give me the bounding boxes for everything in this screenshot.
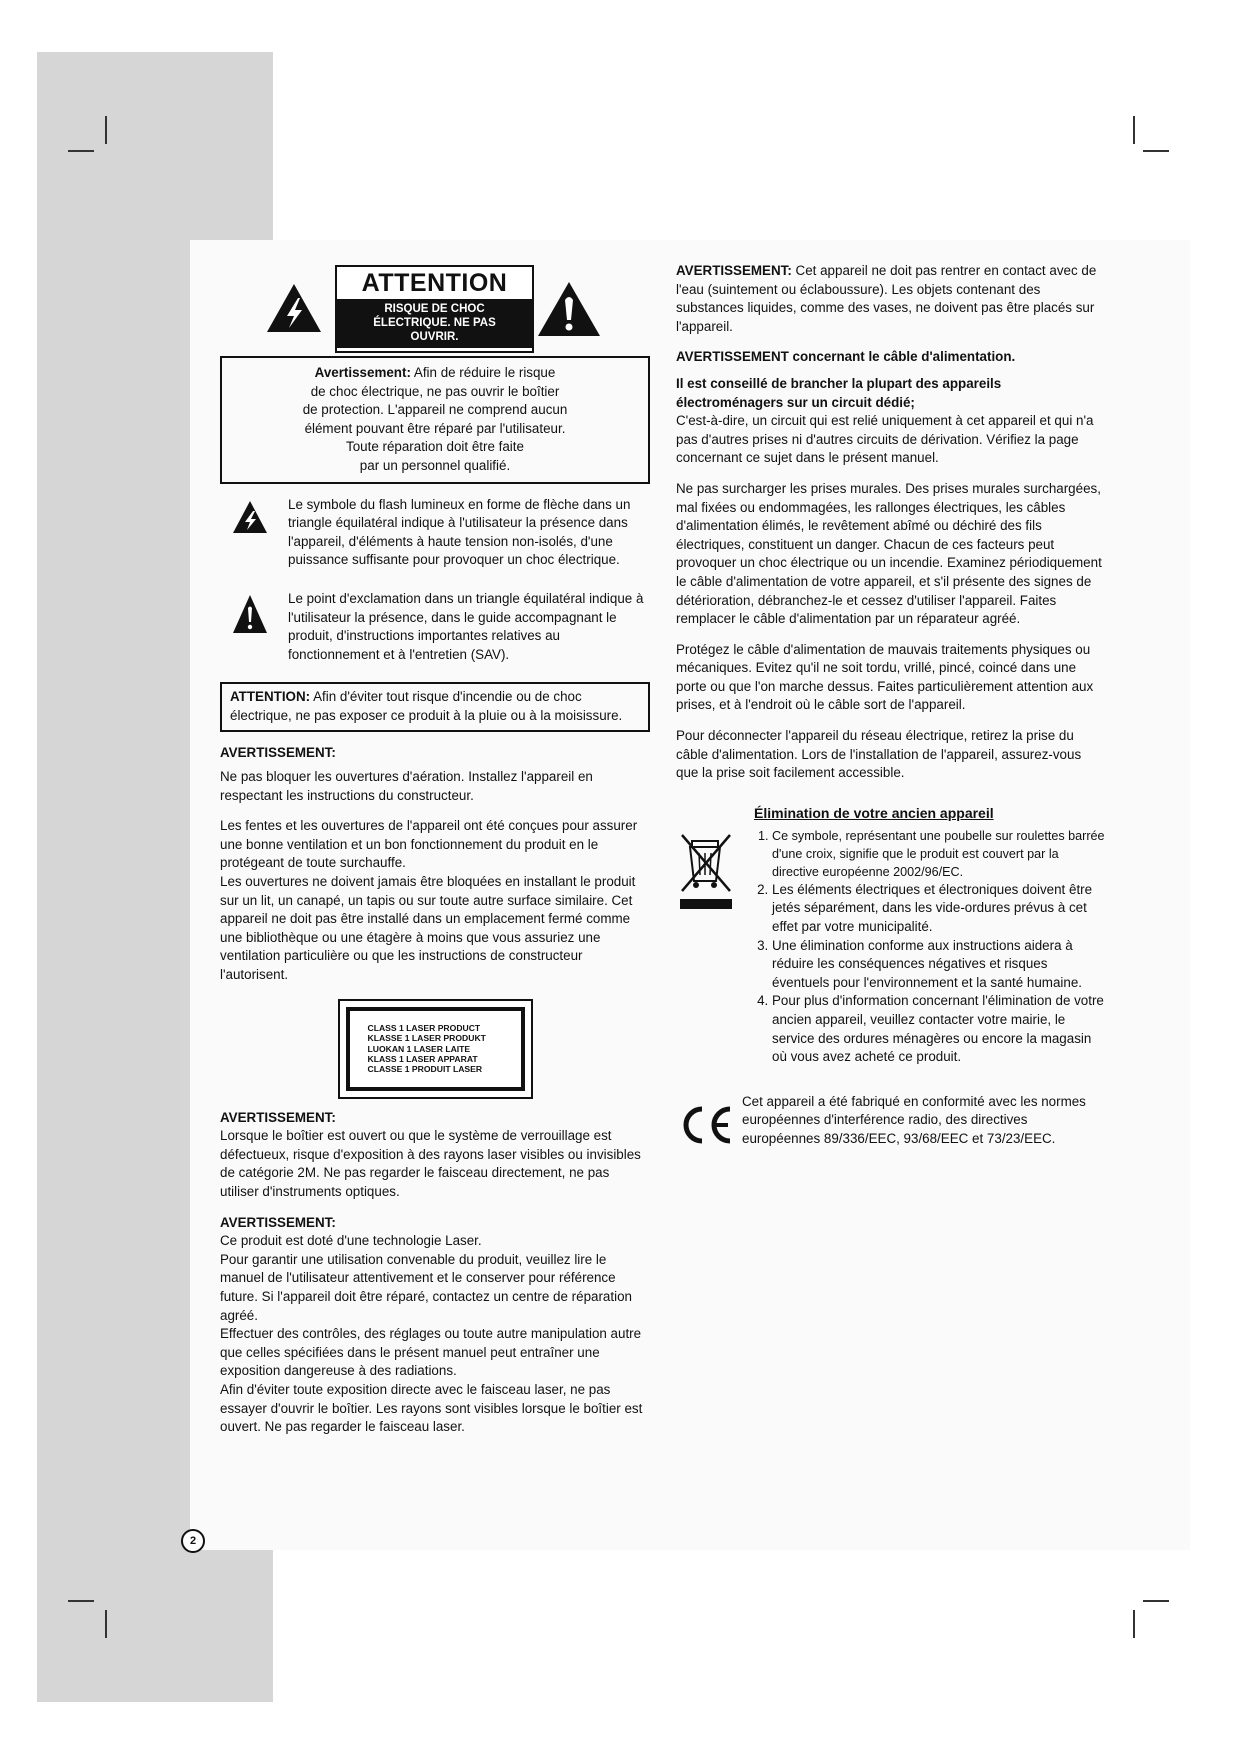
disposal-icon-wrap [676,827,752,1067]
ce-mark-icon [676,1103,736,1147]
attention-subtitle-line: ÉLECTRIQUE. NE PAS [373,317,496,329]
flash-symbol-row [220,496,650,570]
avertissement-title: AVERTISSEMENT: [220,744,336,760]
attention-box [220,682,650,731]
exclamation-triangle-icon [232,594,268,634]
avertissement-text: Lorsque le boîtier est ouvert ou que le système de verrouillage est défectueux, risque d'exposition à des rayons laser visibles ou invisibles de catégorie 2M. Ne pas regarder le faisceau directement, ne pas utiliser d'instruments optiques. [220,1128,641,1199]
attention-title: ATTENTION [361,269,508,297]
lightning-warning-icon [265,282,323,334]
crop-mark [68,1600,94,1602]
attention-box-body: Afin d'éviter tout risque d'incendie ou de choc électrique, ne pas exposer ce produit à la pluie ou à la moisissure. [230,689,623,723]
attention-subtitle-line: OUVRIR. [410,331,459,343]
avertissement-text: Effectuer des contrôles, des réglages ou toute autre manipulation autre que celles spécifiées dans le présent manuel peut entraîner une exposition dangereuse à des radiations. [220,1326,642,1379]
water-warning-text: Cet appareil ne doit pas rentrer en contact avec de l'eau (suintement ou éclaboussure). Les objets contenant des substances liquides, comme des vases, ne doivent pas être placés sur l'appareil. [676,263,1097,334]
flash-symbol [220,496,288,539]
attention-subtitle-line: RISQUE DE CHOC [384,303,485,315]
laser-label-line: KLASS 1 LASER APPARAT [367,1053,478,1064]
warning-line [230,364,640,383]
exclamation-warning-icon [536,280,602,338]
exclamation-symbol [220,590,288,639]
overload-text: Ne pas surcharger les prises murales. Des prises murales surchargées, mal fixées ou endommagées, les rallonges électriques, les câbles d'alimentation élimés, le revêtement abîmé ou déchiré des fils électriques, constituent un danger. Chacun de ces facteurs peut provoquer un choc électrique ou un incendie. Examinez périodiquement le câble d'alimentation de votre appareil, et s'il présente des signes de détérioration, débranchez-le et cessez d'utiliser l'appareil. Faites remplacer le câble d'alimentation par un réparateur agréé. [676,480,1102,627]
warning-line: élément pouvant être réparé par l'utilisateur. [304,420,566,436]
warning-line: Toute réparation doit être faite [346,439,524,455]
exclamation-symbol-row [220,590,650,664]
protect-text: Protégez le câble d'alimentation de mauvais traitements physiques ou mécaniques. Evitez qu'il ne soit tordu, vrillé, pincé, coincé dans une porte ou que l'on marche dessus. Faites particulièrement attention aux prises, et à l'endroit où le câble sort de l'appareil. [676,641,1094,713]
left-column [220,262,650,1437]
flash-symbol-text: Le symbole du flash lumineux en forme de flèche dans un triangle équilatéral indique à l'utilisateur la présence dans l'appareil, d'éléments à haute tension non-isolés, d'une puissance suffisante pour provoquer un choc électrique. [288,496,631,568]
crop-mark [68,150,94,152]
attention-label [335,265,534,353]
avertissement-text: Afin d'éviter toute exposition directe avec le faisceau laser, ne pas essayer d'ouvrir le boîtier. Les rayons sont visibles lorsque le boîtier est ouvert. Ne pas regarder le faisceau laser. [220,1381,643,1435]
attention-box-text [230,688,640,725]
list-item: 4. Pour plus d'information concernant l'élimination de votre ancien appareil, veuillez contacter votre mairie, le service des ordures ménagères ou encore la magasin où vous avez acheté ce produit. [772,992,1106,1066]
avertissement-text: Les fentes et les ouvertures de l'appareil ont été conçues pour assurer une bonne ventilation et un bon fonctionnement du produit en le protégeant de toute surchauffe. [220,818,638,871]
attention-subtitle [337,299,532,348]
lightning-triangle-icon [232,500,268,534]
disposal-title: Élimination de votre ancien appareil [754,804,994,821]
laser-label-line: CLASS 1 LASER PRODUCT [367,1023,481,1034]
warning-text: Afin de réduire le risque [410,365,556,380]
list-item: 3. Une élimination conforme aux instructions aidera à réduire les conséquences négatives et risques éventuels pour l'environnement et la santé humaine. [772,937,1106,993]
laser-label-line: CLASSE 1 PRODUIT LASER [367,1063,483,1074]
warning-line: de protection. L'appareil ne comprend aucun [302,402,568,418]
ce-text: Cet appareil a été fabriqué en conformité avec les normes européennes d'interférence radio, des directives européennes 89/336/EEC, 93/68/EEC et 73/23/EEC. [742,1093,1086,1146]
avertissement-text: Pour garantir une utilisation convenable du produit, veuillez lire le manuel de l'utilisateur attentivement et le conserver pour référence future. Si l'appareil doit être réparé, contactez un centre de réparation agréé. [220,1251,632,1323]
disconnect-text: Pour déconnecter l'appareil du réseau électrique, retirez la prise du câble d'alimentation. Lors de l'installation de l'appareil, assurez-vous que la prise soit facilement accessible. [676,728,1082,781]
warning-line: de choc électrique, ne pas ouvrir le boîtier [310,383,560,399]
avertissement-text: Ce produit est doté d'une technologie Laser. [220,1233,482,1249]
warning-bold: Avertissement: [314,365,411,380]
water-warning [676,262,1106,336]
crossed-bin-icon [676,827,736,911]
disposal-section [676,805,1106,1067]
crop-mark [1143,150,1169,152]
avertissement-text: Ne pas bloquer les ouvertures d'aération. Installez l'appareil en respectant les instructions du constructeur. [220,769,593,803]
cable-advice: Il est conseillé de brancher la plupart des appareils électroménagers sur un circuit dédié; [676,375,1002,410]
laser-label-line: LUOKAN 1 LASER LAITE [367,1043,471,1054]
page-number: 2 [181,1529,205,1553]
crop-mark [105,1610,107,1638]
ce-icon-wrap [676,1093,742,1152]
avertissement-text: Les ouvertures ne doivent jamais être bloquées en installant le produit sur un lit, un canapé, un tapis ou sur toute autre surface similaire. Cet appareil ne doit pas être installé dans un emplacement fermé comme une bibliothèque ou une étagère à moins que vous assuriez une ventilation particulière ou que les instructions de constructeur l'autorisent. [220,874,636,983]
crop-mark [1143,1600,1169,1602]
list-item: 2. Les éléments électriques et électroniques doivent être jetés séparément, dans les vide-ordures prévus à cet effet par votre municipalité. [772,881,1106,937]
avertissement-title: AVERTISSEMENT: [220,1214,336,1230]
list-item: 1. Ce symbole, représentant une poubelle sur roulettes barrée d'une croix, signifie que le produit est couvert par la directive européenne 2002/96/EC. [772,827,1106,881]
laser-label-inner [346,1007,525,1091]
cable-text: C'est-à-dire, un circuit qui est relié uniquement à cet appareil et qui n'a pas d'autres prises ni d'autres circuits de dérivation. Vérifiez la page concernant ce sujet dans le présent manuel. [676,413,1094,466]
attention-box-bold: ATTENTION: [230,689,311,705]
water-warning-bold: AVERTISSEMENT: [676,263,792,278]
attention-header [220,262,650,352]
ce-section [676,1093,1106,1152]
laser-label-line: KLASSE 1 LASER PRODUKT [367,1033,486,1044]
disposal-row [676,827,1106,1067]
crop-mark [1133,1610,1135,1638]
warning-box [220,356,650,484]
crop-mark [105,116,107,144]
warning-line: par un personnel qualifié. [359,457,511,473]
disposal-list [752,827,1106,1067]
avertissement-title: AVERTISSEMENT: [220,1109,336,1125]
exclamation-symbol-text: Le point d'exclamation dans un triangle équilatéral indique à l'utilisateur la présence, dans le guide accompagnant le produit, d'instructions importantes relatives au fonctionnement et à l'entretien (SAV). [288,590,644,662]
laser-product-label [338,999,533,1099]
crop-mark [1133,116,1135,144]
cable-title: AVERTISSEMENT concernant le câble d'alimentation. [676,349,1016,365]
right-column [676,262,1106,1152]
